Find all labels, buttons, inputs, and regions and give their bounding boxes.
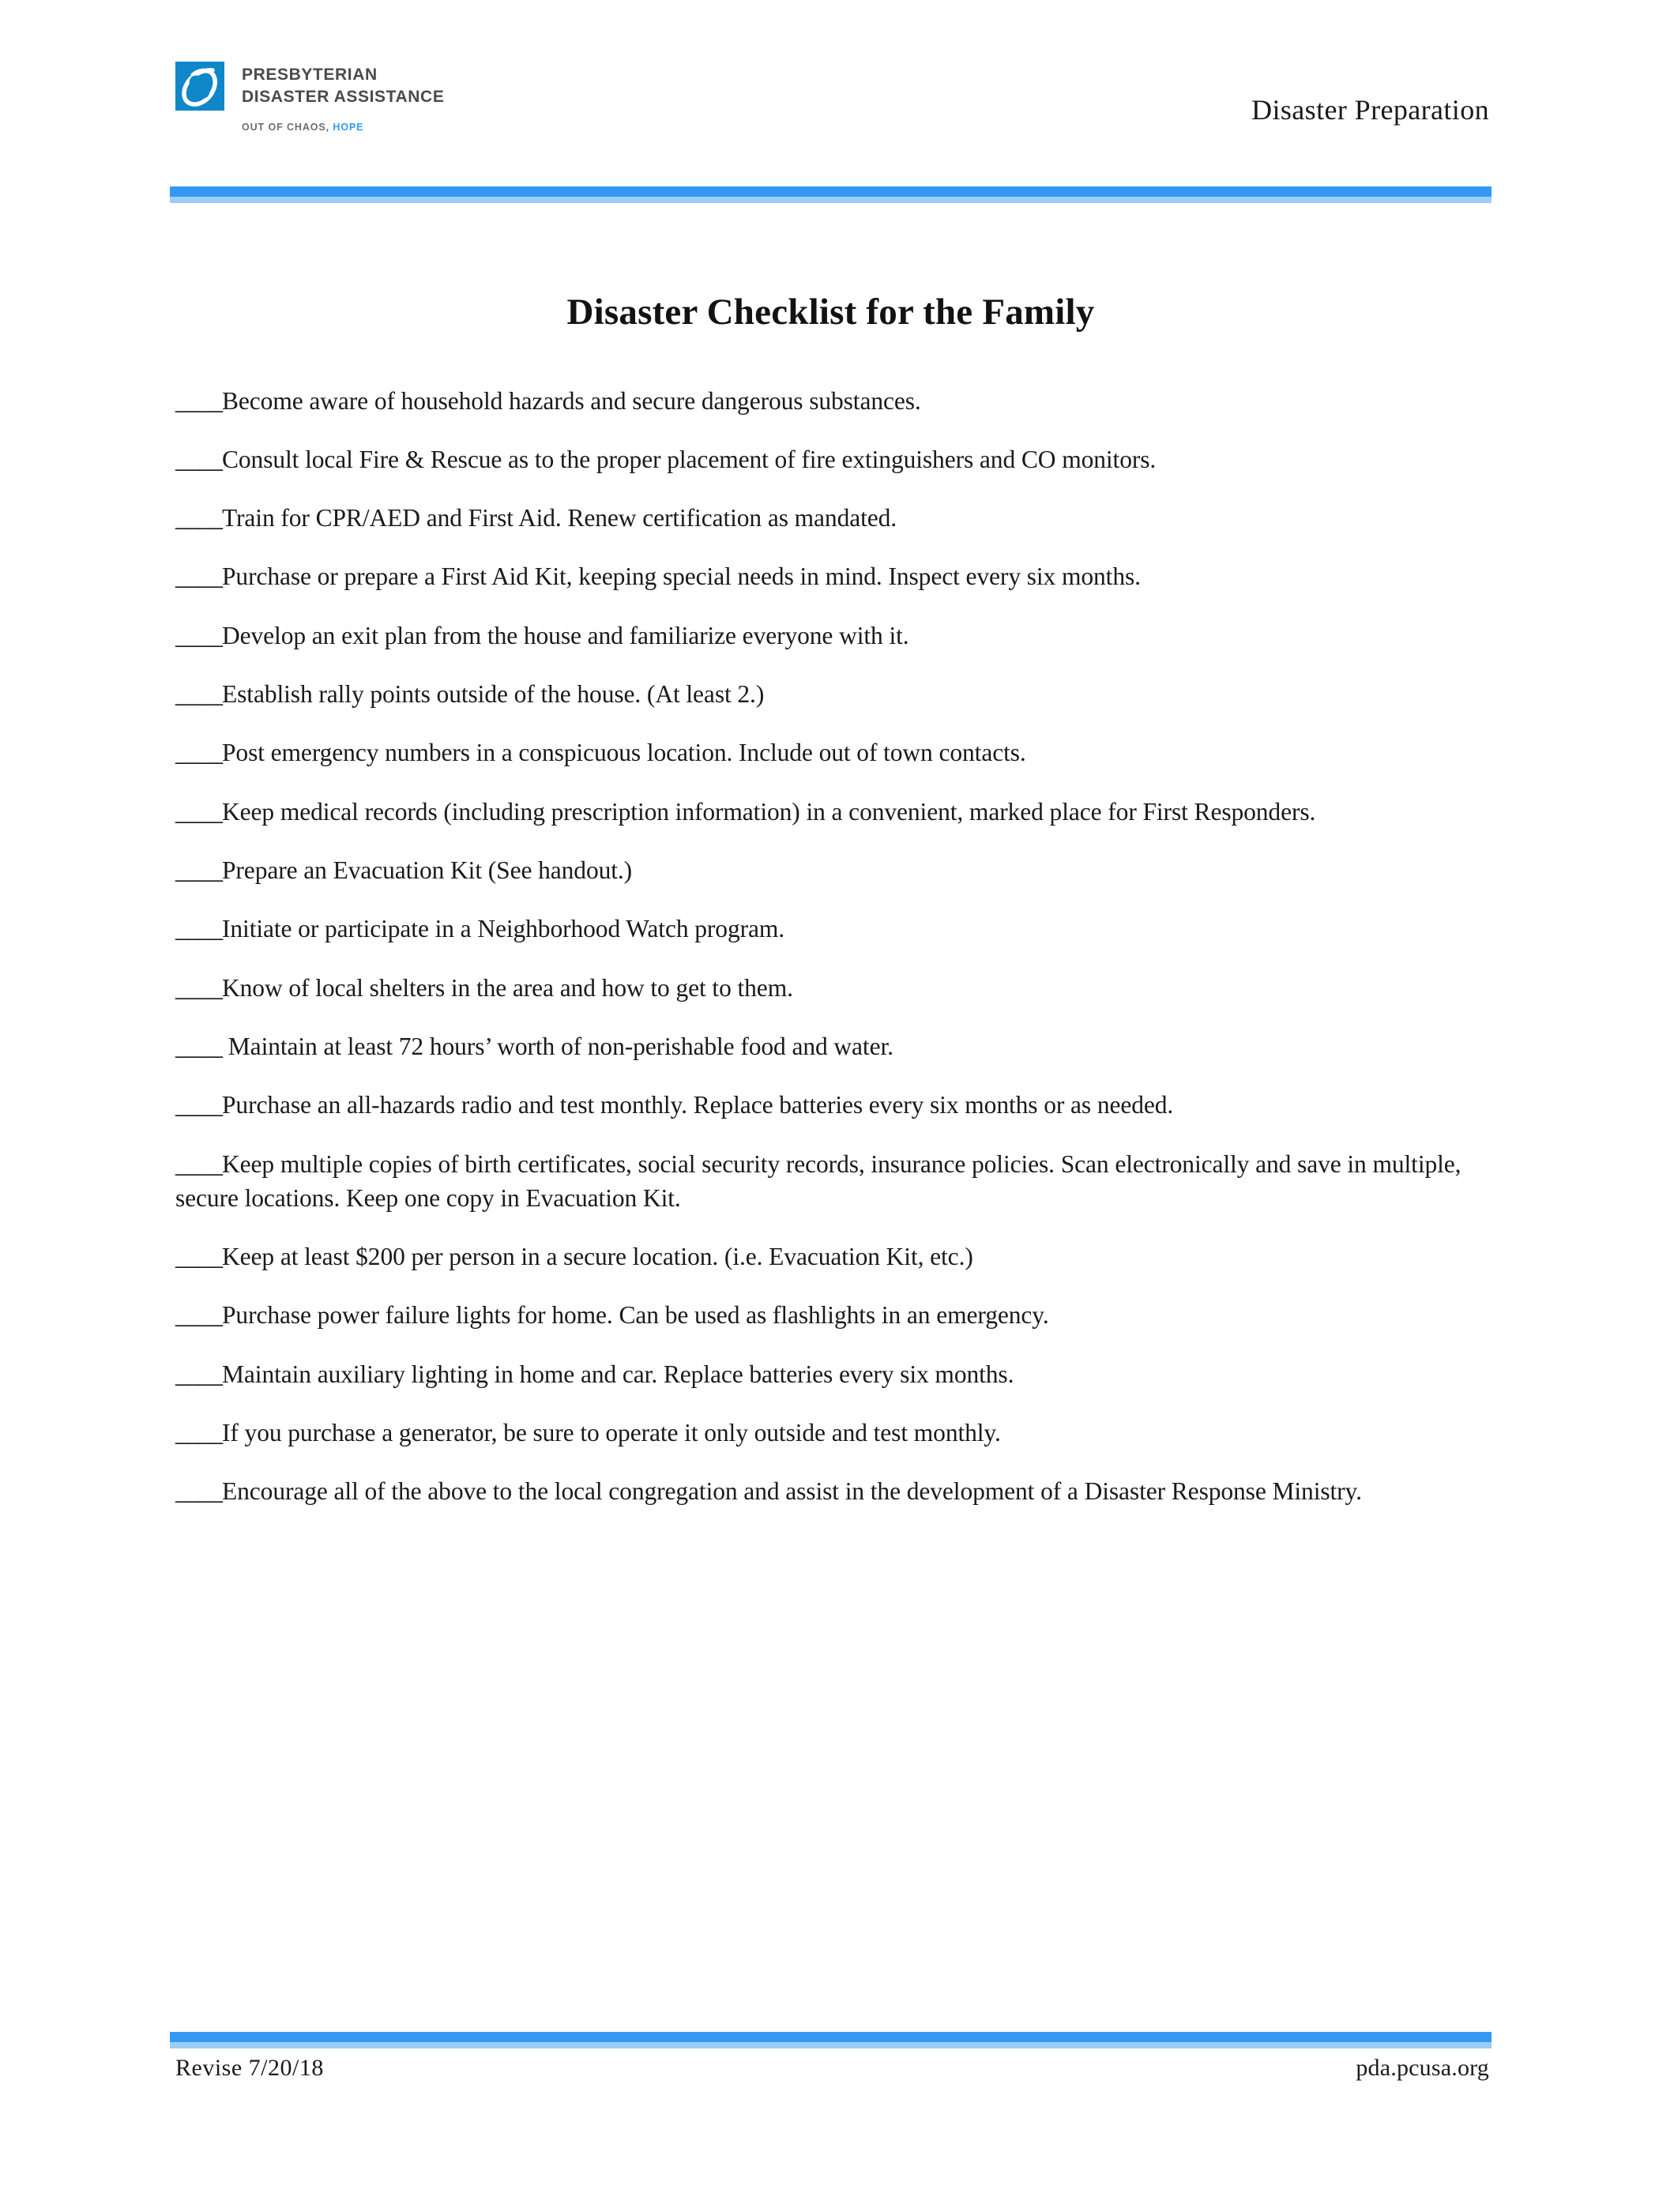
pda-swirl-logo-icon: [175, 62, 224, 111]
checkbox-blank[interactable]: ____: [175, 445, 222, 473]
tagline-prefix: OUT OF CHAOS,: [242, 122, 330, 134]
footer-revision-date: Revise 7/20/18: [175, 2055, 324, 2081]
checkbox-blank[interactable]: ____: [175, 856, 222, 885]
checkbox-blank[interactable]: ____: [175, 504, 222, 532]
checklist-item-text: Purchase an all-hazards radio and test monthly. Replace batteries every six months or as needed.: [222, 1091, 1174, 1119]
checklist-item-text: Know of local shelters in the area and how to get to them.: [222, 973, 793, 1002]
checkbox-blank[interactable]: ____: [175, 1149, 222, 1178]
page-header: [175, 62, 1489, 180]
checklist-item: [175, 443, 1491, 477]
checklist-item-text: Post emergency numbers in a conspicuous location. Include out of town contacts.: [222, 739, 1026, 767]
checkbox-blank[interactable]: ____: [175, 562, 222, 591]
checklist-item-text: Encourage all of the above to the local congregation and assist in the development of a Disaster Response Ministry.: [222, 1477, 1362, 1506]
brand-text-block: [242, 62, 444, 133]
checklist-item: [175, 619, 1491, 653]
checklist-item-text: Keep at least $200 per person in a secure location. (i.e. Evacuation Kit, etc.): [222, 1242, 973, 1270]
wordmark-line-1: PRESBYTERIAN: [242, 66, 378, 84]
checklist-item: [175, 678, 1491, 712]
checklist-item: [175, 1240, 1491, 1274]
wordmark-line-2: DISASTER ASSISTANCE: [242, 87, 445, 106]
checkbox-blank[interactable]: ____: [175, 1033, 222, 1061]
checklist: [175, 359, 1491, 1509]
checklist-item: [175, 1475, 1491, 1509]
checkbox-blank[interactable]: ____: [175, 1301, 222, 1330]
tagline-accent-hope: HOPE: [333, 122, 364, 134]
checklist-item: [175, 1148, 1491, 1216]
checklist-item: [175, 796, 1491, 830]
page-title: Disaster Checklist for the Family: [566, 292, 1095, 333]
checklist-item-text: Maintain auxiliary lighting in home and car. Replace batteries every six months.: [222, 1360, 1014, 1388]
checkbox-blank[interactable]: ____: [175, 680, 222, 709]
brand-tagline: [242, 122, 444, 133]
checkbox-blank[interactable]: ____: [175, 915, 222, 943]
checklist-item: [175, 1416, 1491, 1450]
checklist-item-text: Consult local Fire & Rescue as to the proper placement of fire extinguishers and CO monitors.: [222, 445, 1157, 473]
checkbox-blank[interactable]: ____: [175, 973, 222, 1002]
checklist-item-text: Purchase or prepare a First Aid Kit, keeping special needs in mind. Inspect every six months.: [222, 562, 1141, 591]
checklist-item-text: Develop an exit plan from the house and familiarize everyone with it.: [222, 621, 909, 649]
checkbox-blank[interactable]: ____: [175, 386, 222, 415]
checklist-item: [175, 502, 1491, 536]
checklist-item: [175, 1089, 1491, 1123]
checkbox-blank[interactable]: ____: [175, 739, 222, 767]
page-footer: [175, 2055, 1489, 2082]
footer-rule-dark-band: [170, 2032, 1492, 2042]
footer-divider-rule: [170, 2032, 1492, 2048]
checklist-item-text: Establish rally points outside of the house. (At least 2.): [222, 680, 765, 709]
header-rule-dark-band: [170, 186, 1492, 197]
checkbox-blank[interactable]: ____: [175, 1242, 222, 1270]
checklist-item: [175, 1030, 1491, 1064]
checkbox-blank[interactable]: ____: [175, 621, 222, 649]
checklist-item: [175, 1299, 1491, 1333]
checklist-item-text: Keep medical records (including prescription information) in a convenient, marked place for First Responders.: [222, 797, 1316, 826]
checklist-item-text: Keep multiple copies of birth certificates, social security records, insurance policies. Scan electronically and save in multiple, secure locations. Keep one copy in Evacuation Kit.: [175, 1149, 1462, 1212]
header-section-label: Disaster Preparation: [1251, 94, 1489, 126]
header-divider-rule: [170, 186, 1492, 203]
checklist-item: [175, 854, 1491, 888]
checklist-item: [175, 972, 1491, 1006]
checklist-item: [175, 736, 1491, 770]
checkbox-blank[interactable]: ____: [175, 1477, 222, 1506]
pda-brand-lockup: [175, 62, 444, 133]
checkbox-blank[interactable]: ____: [175, 1418, 222, 1446]
checklist-item-text: Become aware of household hazards and secure dangerous substances.: [222, 386, 921, 415]
checklist-item: [175, 912, 1491, 946]
checklist-item-text: Train for CPR/AED and First Aid. Renew certification as mandated.: [222, 504, 897, 532]
checklist-item: [175, 1358, 1491, 1392]
checklist-item: [175, 560, 1491, 594]
header-rule-light-band: [170, 197, 1492, 203]
checklist-item-text: Initiate or participate in a Neighborhood Watch program.: [222, 915, 785, 943]
checklist-item-text: Maintain at least 72 hours’ worth of non-perishable food and water.: [222, 1033, 893, 1061]
checkbox-blank[interactable]: ____: [175, 1091, 222, 1119]
checkbox-blank[interactable]: ____: [175, 1360, 222, 1388]
checklist-item-text: Purchase power failure lights for home. Can be used as flashlights in an emergency.: [222, 1301, 1049, 1330]
footer-rule-light-band: [170, 2042, 1492, 2048]
footer-website-url[interactable]: pda.pcusa.org: [1356, 2055, 1489, 2081]
checklist-item-text: Prepare an Evacuation Kit (See handout.): [222, 856, 633, 885]
checkbox-blank[interactable]: ____: [175, 797, 222, 826]
checklist-item-text: If you purchase a generator, be sure to operate it only outside and test monthly.: [222, 1418, 1001, 1446]
checklist-item: [175, 385, 1491, 419]
